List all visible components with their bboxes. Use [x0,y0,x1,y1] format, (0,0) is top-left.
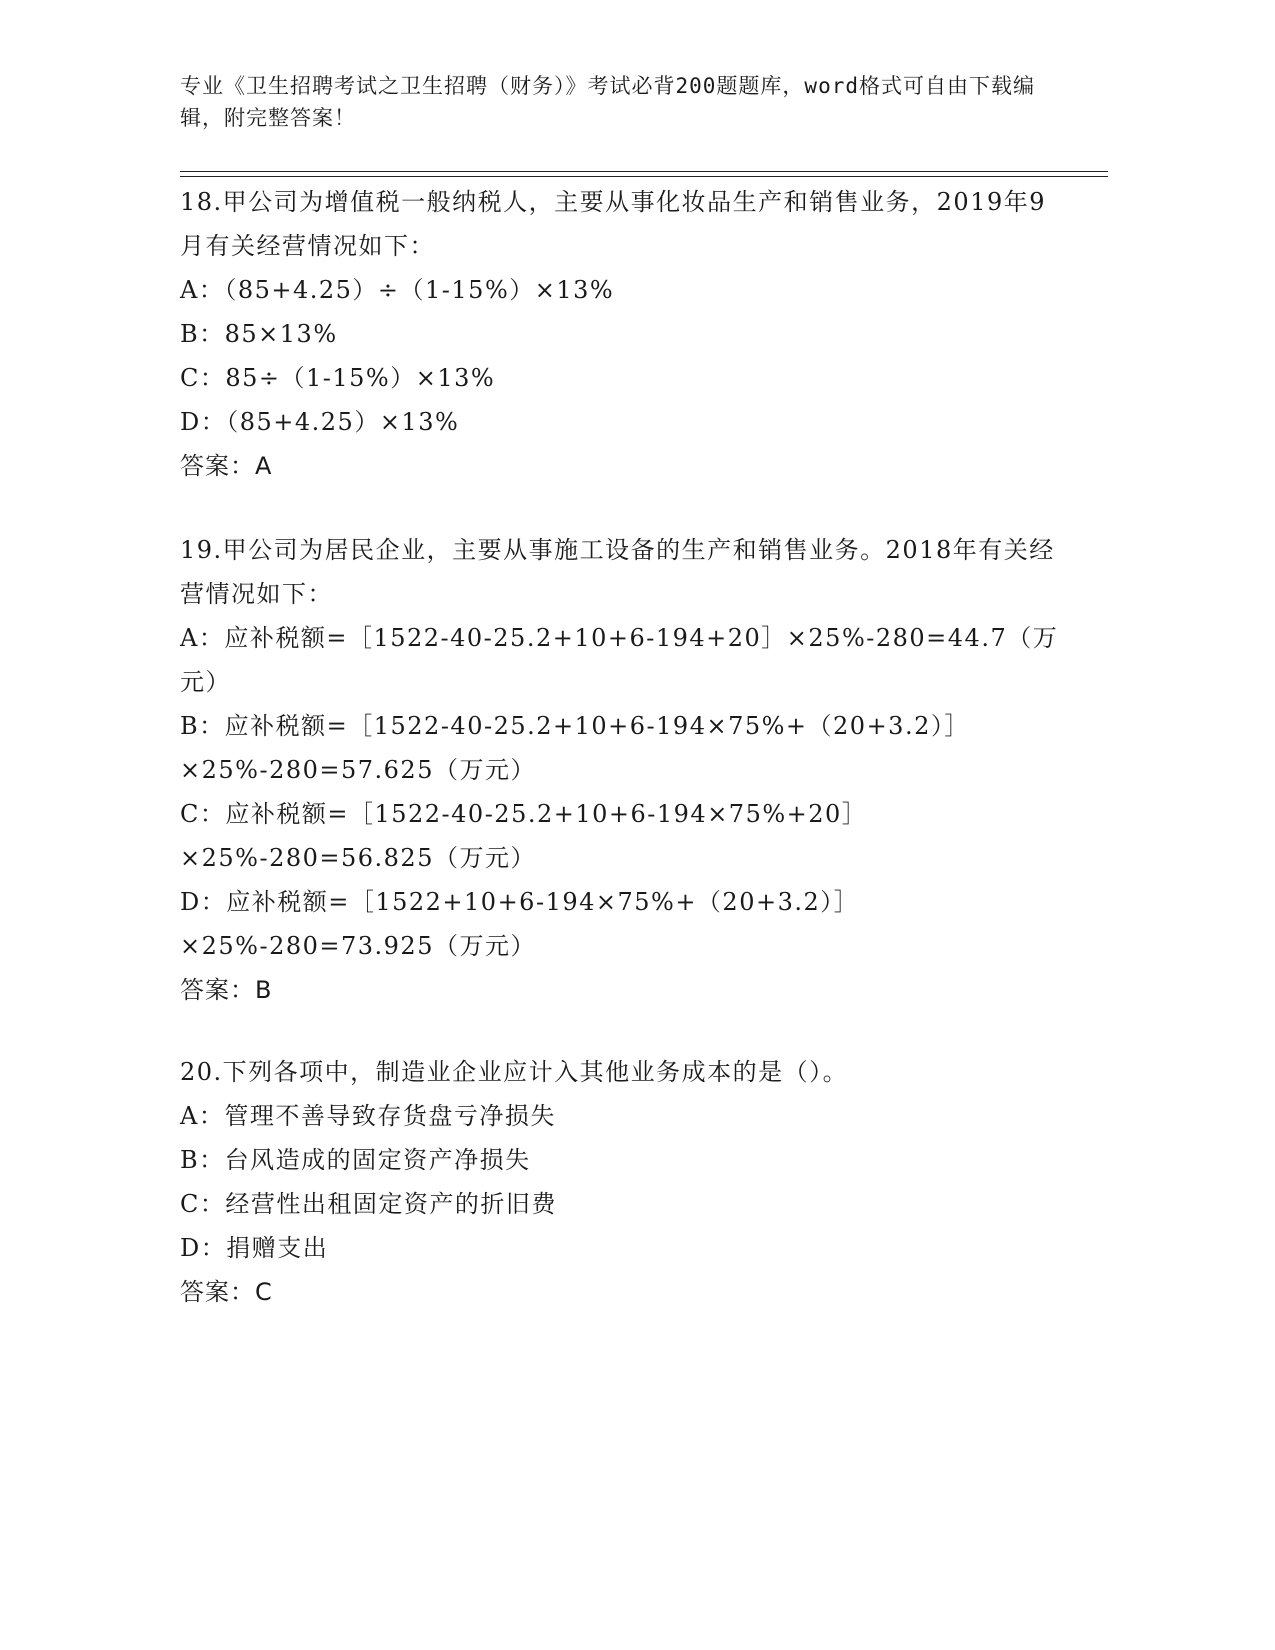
option-b: B：85×13% [180,320,338,348]
question-stem: 19.甲公司为居民企业，主要从事施工设备的生产和销售业务。2018年有关经营情况如下： [180,536,1055,608]
option-a: A：（85+4.25）÷（1-15%）×13% [180,276,615,304]
question-stem: 18.甲公司为增值税一般纳税人，主要从事化妆品生产和销售业务，2019年9月有关经营情况如下： [180,188,1047,260]
document-header: 专业《卫生招聘考试之卫生招聘（财务）》考试必背200题题库，word格式可自由下载编辑，附完整答案！ [180,74,1035,130]
option-a: A：应补税额=［1522-40-25.2+10+6-194+20］×25%-280=44.7（万元） [180,624,1059,696]
question-20 [180,1050,1060,1314]
answer: 答案：C [180,1278,273,1306]
option-d: D：应补税额=［1522+10+6-194×75%+（20+3.2）］×25%-280=73.925（万元） [180,888,860,960]
answer: 答案：B [180,976,273,1004]
question-18 [180,180,1060,488]
option-a: A：管理不善导致存货盘亏净损失 [180,1102,556,1130]
question-19 [180,528,1060,1012]
option-c: C：应补税额=［1522-40-25.2+10+6-194×75%+20］×25%-280=56.825（万元） [180,800,868,872]
option-c: C：85÷（1-15%）×13% [180,364,496,392]
header-divider-bottom [180,176,1108,177]
option-d: D：（85+4.25）×13% [180,408,460,436]
answer: 答案：A [180,452,273,480]
option-b: B：应补税额=［1522-40-25.2+10+6-194×75%+（20+3.2）］×25%-280=57.625（万元） [180,712,970,784]
header-divider-top [180,171,1108,172]
option-c: C：经营性出租固定资产的折旧费 [180,1190,557,1218]
question-stem: 20.下列各项中，制造业企业应计入其他业务成本的是（）。 [180,1058,849,1086]
option-b: B：台风造成的固定资产净损失 [180,1146,531,1174]
option-d: D：捐赠支出 [180,1234,329,1262]
